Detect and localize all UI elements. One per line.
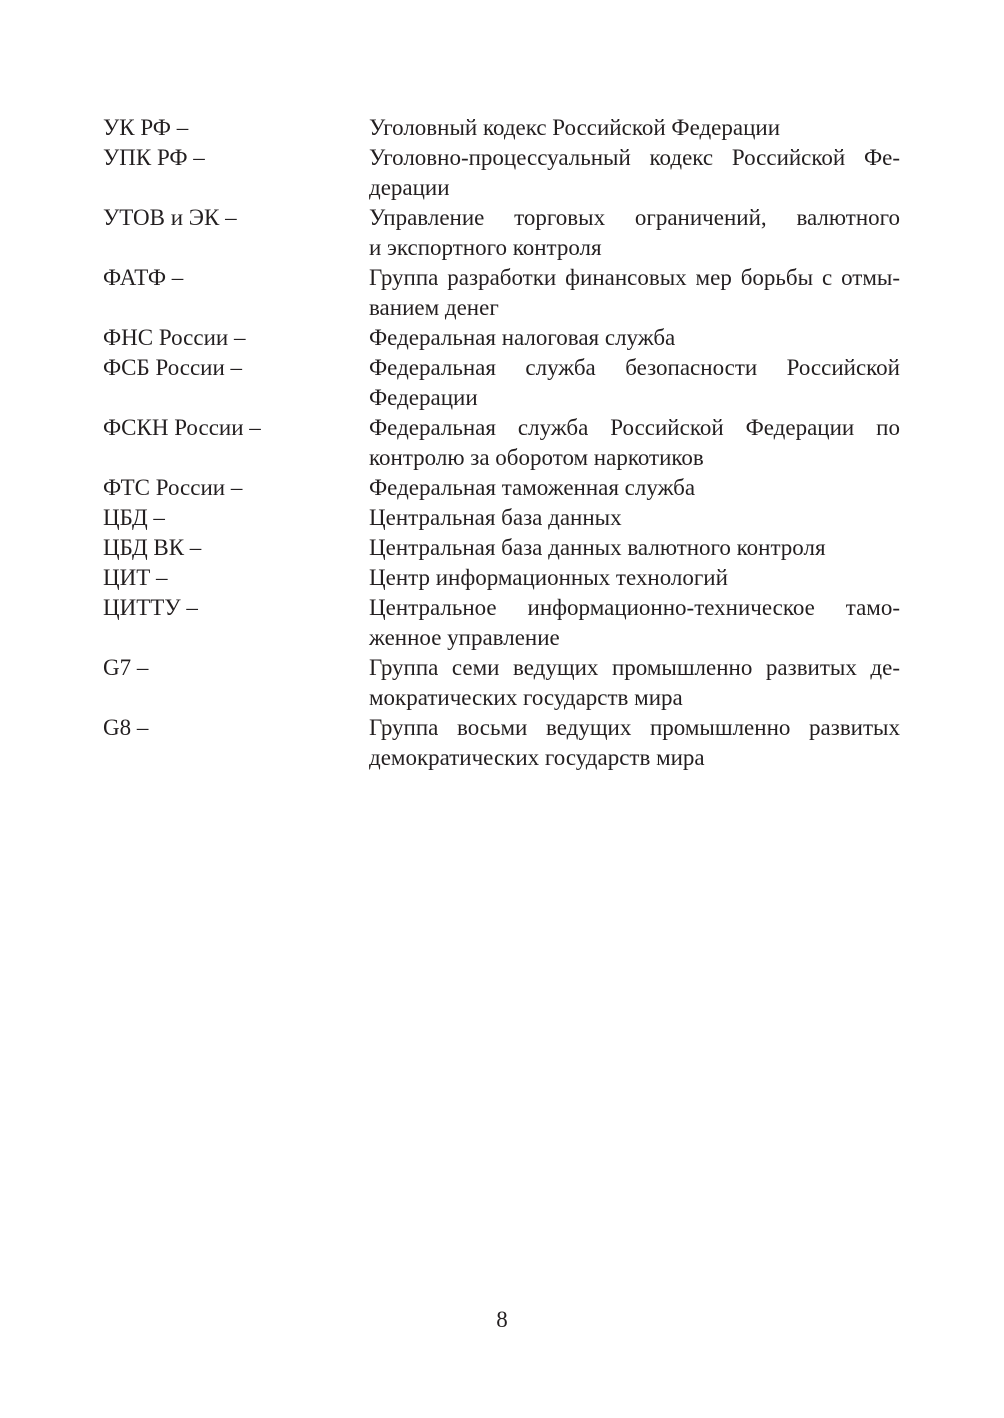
definition-line: Группа восьми ведущих промышленно развитых	[369, 715, 900, 740]
abbreviation-definition	[369, 263, 900, 323]
definition-line: Федеральная налоговая служба	[369, 325, 676, 350]
abbreviation-definition	[369, 653, 900, 713]
abbreviation-entry	[103, 563, 900, 593]
abbreviation-definition	[369, 473, 900, 503]
abbreviation-term: ЦБД ВК –	[103, 535, 202, 560]
abbreviation-term: ЦИТТУ –	[103, 595, 198, 620]
abbreviation-list	[103, 113, 900, 773]
abbreviation-term: ФСБ России –	[103, 355, 243, 380]
definition-line: контролю за оборотом наркотиков	[369, 445, 704, 470]
abbreviation-entry	[103, 353, 900, 413]
definition-line: ванием денег	[369, 295, 499, 320]
definition-line: Группа семи ведущих промышленно развитых де-	[369, 655, 900, 680]
abbreviation-term: ЦИТ –	[103, 565, 168, 590]
abbreviation-term: УК РФ –	[103, 115, 189, 140]
abbreviation-definition	[369, 113, 900, 143]
abbreviation-entry	[103, 503, 900, 533]
definition-line: и экспортного контроля	[369, 235, 602, 260]
definition-line: демократических государств мира	[369, 745, 705, 770]
definition-line: Центральное информационно-техническое тамо-	[369, 595, 900, 620]
definition-line: Федеральная таможенная служба	[369, 475, 696, 500]
abbreviation-definition	[369, 143, 900, 203]
definition-line: женное управление	[369, 625, 560, 650]
definition-line: Уголовный кодекс Российской Федерации	[369, 115, 781, 140]
abbreviation-definition	[369, 323, 900, 353]
abbreviation-definition	[369, 413, 900, 473]
abbreviation-definition	[369, 593, 900, 653]
definition-line: мократических государств мира	[369, 685, 683, 710]
abbreviation-entry	[103, 533, 900, 563]
definition-line: Уголовно-процессуальный кодекс Российской Фе-	[369, 145, 900, 170]
definition-line: Федерации	[369, 385, 478, 410]
abbreviation-term: ФНС России –	[103, 325, 246, 350]
abbreviation-entry	[103, 473, 900, 503]
abbreviation-definition	[369, 503, 900, 533]
abbreviation-entry	[103, 653, 900, 713]
definition-line: Группа разработки финансовых мер борьбы с отмы-	[369, 265, 900, 290]
definition-line: дерации	[369, 175, 450, 200]
abbreviation-term: ФСКН России –	[103, 415, 261, 440]
abbreviation-entry	[103, 113, 900, 143]
definition-line: Центральная база данных	[369, 505, 622, 530]
abbreviation-entry	[103, 323, 900, 353]
definition-line: Федеральная служба безопасности Российской	[369, 355, 900, 380]
abbreviation-term: ФТС России –	[103, 475, 243, 500]
definition-line: Центр информационных технологий	[369, 565, 728, 590]
definition-line: Управление торговых ограничений, валютного	[369, 205, 900, 230]
abbreviation-term: УПК РФ –	[103, 145, 205, 170]
abbreviation-term: G8 –	[103, 715, 149, 740]
abbreviation-definition	[369, 713, 900, 773]
abbreviation-entry	[103, 713, 900, 773]
abbreviation-entry	[103, 593, 900, 653]
abbreviation-entry	[103, 263, 900, 323]
abbreviation-entry	[103, 203, 900, 263]
abbreviation-term: ЦБД –	[103, 505, 165, 530]
abbreviation-definition	[369, 563, 900, 593]
abbreviation-term: ФАТФ –	[103, 265, 184, 290]
abbreviation-term: G7 –	[103, 655, 149, 680]
definition-line: Центральная база данных валютного контроля	[369, 535, 826, 560]
definition-line: Федеральная служба Российской Федерации по	[369, 415, 900, 440]
abbreviation-term: УТОВ и ЭК –	[103, 205, 237, 230]
page-number: 8	[496, 1307, 508, 1332]
abbreviation-definition	[369, 533, 900, 563]
abbreviation-entry	[103, 143, 900, 203]
abbreviation-definition	[369, 203, 900, 263]
abbreviation-definition	[369, 353, 900, 413]
abbreviation-entry	[103, 413, 900, 473]
